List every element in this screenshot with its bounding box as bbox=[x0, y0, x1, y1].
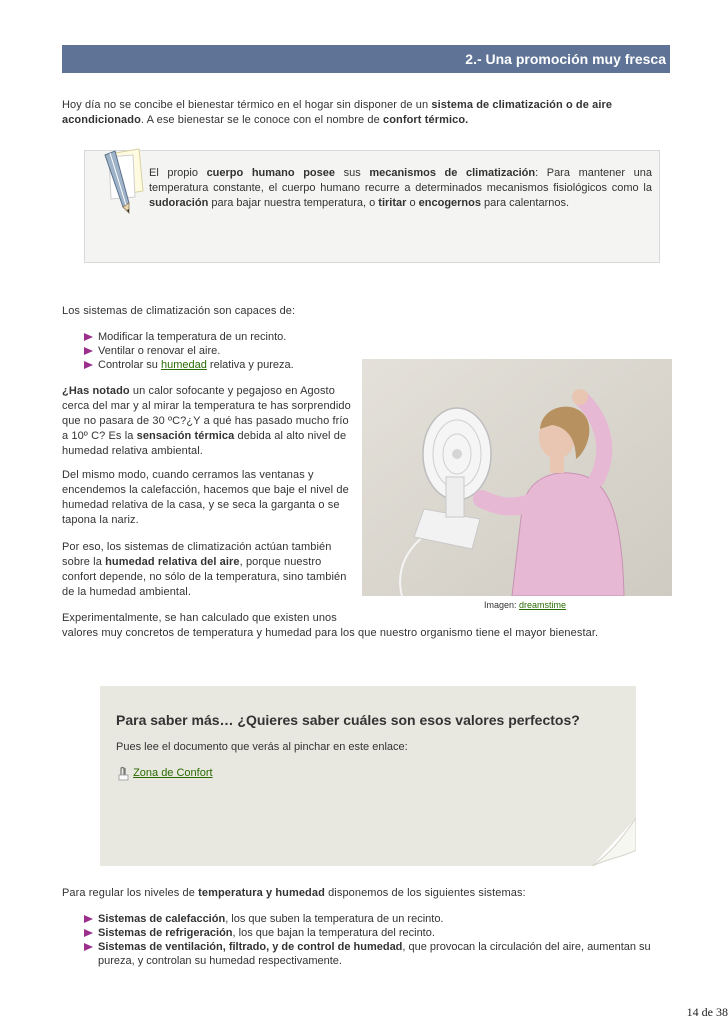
list-item bbox=[84, 330, 294, 344]
list-item bbox=[84, 940, 654, 968]
more-info-title: Para saber más… ¿Quieres saber cuáles son esos valores perfectos? bbox=[116, 712, 580, 728]
more-info-box bbox=[100, 686, 636, 866]
caption-label: Imagen: bbox=[484, 600, 520, 610]
list-item-text: Ventilar o renovar el aire. bbox=[98, 345, 221, 357]
note-text bbox=[149, 166, 652, 211]
text-line: valores muy concretos de temperatura y humedad para los que nuestro organismo tiene el mayor bienestar. bbox=[62, 627, 599, 639]
pencil-note-icon bbox=[93, 147, 145, 219]
intro-paragraph bbox=[62, 98, 672, 128]
bold-text: sensación térmica bbox=[136, 430, 235, 442]
paragraph-relative-humidity bbox=[62, 540, 352, 600]
text: Por eso, los sistemas de climatización actúan también sobre la bbox=[62, 541, 332, 568]
note-text-span: sus bbox=[335, 167, 370, 179]
bold-text: temperatura y humedad bbox=[198, 887, 325, 899]
note-text-span: : Para mantener una temperatura constante, el cuerpo humano recurre a determinados mecanismos fisiológicos como la bbox=[149, 167, 652, 194]
note-box bbox=[84, 150, 660, 263]
arrow-bullet-icon bbox=[84, 347, 93, 355]
woman-with-fan-image bbox=[362, 359, 672, 596]
note-text-span: para bajar nuestra temperatura, o bbox=[208, 197, 379, 209]
note-text-span: El propio bbox=[149, 167, 207, 179]
more-info-text: Pues lee el documento que verás al pinchar en este enlace: bbox=[116, 741, 408, 753]
text: un calor sofocante y pegajoso en Agosto cerca del mar y al mirar la temperatura te has sorprendido que no pasara de 30 ºC?¿Y a qué has pasado mucho frío a 10º C? Es la bbox=[62, 385, 351, 442]
note-bold: mecanismos de climatización bbox=[369, 167, 536, 179]
bold-text: Sistemas de ventilación, filtrado, y de control de humedad bbox=[98, 941, 403, 953]
systems-intro bbox=[62, 886, 526, 901]
intro-text: . A ese bienestar se le conoce con el nombre de bbox=[140, 114, 383, 126]
note-bold: encogernos bbox=[418, 197, 481, 209]
systems-list bbox=[84, 912, 654, 968]
text: , porque nuestro confort depende, no sólo de la temperatura, sino también de la humedad ambiental. bbox=[62, 556, 347, 598]
capabilities-intro: Los sistemas de climatización son capaces de: bbox=[62, 305, 296, 317]
section-title: 2.- Una promoción muy fresca bbox=[465, 51, 666, 67]
bold-text: Sistemas de refrigeración bbox=[98, 927, 233, 939]
page-curl-icon bbox=[592, 818, 636, 866]
text: , los que bajan la temperatura del recinto. bbox=[232, 927, 435, 939]
text: , que provocan la circulación del aire, aumentan su pureza, y controlan su humedad respectivamente. bbox=[98, 941, 651, 967]
bold-text: ¿Has notado bbox=[62, 385, 130, 397]
list-item bbox=[84, 926, 654, 940]
note-text-span: o bbox=[406, 197, 419, 209]
note-bold: sudoración bbox=[149, 197, 209, 209]
note-bold: cuerpo humano posee bbox=[206, 167, 335, 179]
list-item bbox=[84, 912, 654, 926]
more-info-link-row bbox=[116, 765, 213, 781]
arrow-bullet-icon bbox=[84, 915, 93, 923]
paragraph-experimental bbox=[62, 611, 672, 641]
dreamstime-link[interactable]: dreamstime bbox=[519, 600, 567, 610]
arrow-bullet-icon bbox=[84, 943, 93, 951]
list-item-text: relativa y pureza. bbox=[206, 359, 294, 371]
text: disponemos de los siguientes sistemas: bbox=[324, 887, 526, 899]
intro-text: Hoy día no se concibe el bienestar térmico en el hogar sin disponer de un bbox=[62, 99, 432, 111]
list-item bbox=[84, 358, 294, 372]
text: , los que suben la temperatura de un recinto. bbox=[225, 913, 444, 925]
arrow-bullet-icon bbox=[84, 361, 93, 369]
list-item-text: Modificar la temperatura de un recinto. bbox=[98, 331, 287, 343]
arrow-bullet-icon bbox=[84, 333, 93, 341]
capabilities-list bbox=[84, 330, 294, 372]
list-item-text: Controlar su bbox=[98, 359, 161, 371]
bold-text: Sistemas de calefacción bbox=[98, 913, 226, 925]
bold-text: humedad relativa del aire bbox=[105, 556, 240, 568]
humedad-link[interactable]: humedad bbox=[160, 359, 207, 371]
image-caption bbox=[484, 600, 566, 610]
fan-photo-illustration bbox=[362, 359, 672, 596]
text: Para regular los niveles de bbox=[62, 887, 199, 899]
text: debida al alto nivel de humedad relativa ambiental. bbox=[62, 430, 347, 457]
list-item bbox=[84, 344, 294, 358]
intro-bold: confort térmico. bbox=[382, 114, 469, 126]
text-line: Experimentalmente, se han calculado que existen unos bbox=[62, 612, 337, 624]
section-header-bar bbox=[62, 45, 670, 73]
zona-de-confort-link[interactable]: Zona de Confort bbox=[133, 766, 213, 779]
note-bold: tiritar bbox=[378, 197, 407, 209]
paperclip-icon bbox=[116, 765, 130, 781]
note-text-span: para calentarnos. bbox=[481, 197, 570, 209]
paragraph-humidity-question bbox=[62, 384, 352, 459]
page-number: 14 de 38 bbox=[686, 1005, 728, 1019]
arrow-bullet-icon bbox=[84, 929, 93, 937]
paragraph-heating: Del mismo modo, cuando cerramos las ventanas y encendemos la calefacción, hacemos que baje el nivel de humedad relativa de la casa, y se seca la garganta o se tapona la nariz. bbox=[62, 469, 349, 526]
intro-bold: sistema de climatización o de aire acondicionado bbox=[62, 99, 613, 126]
